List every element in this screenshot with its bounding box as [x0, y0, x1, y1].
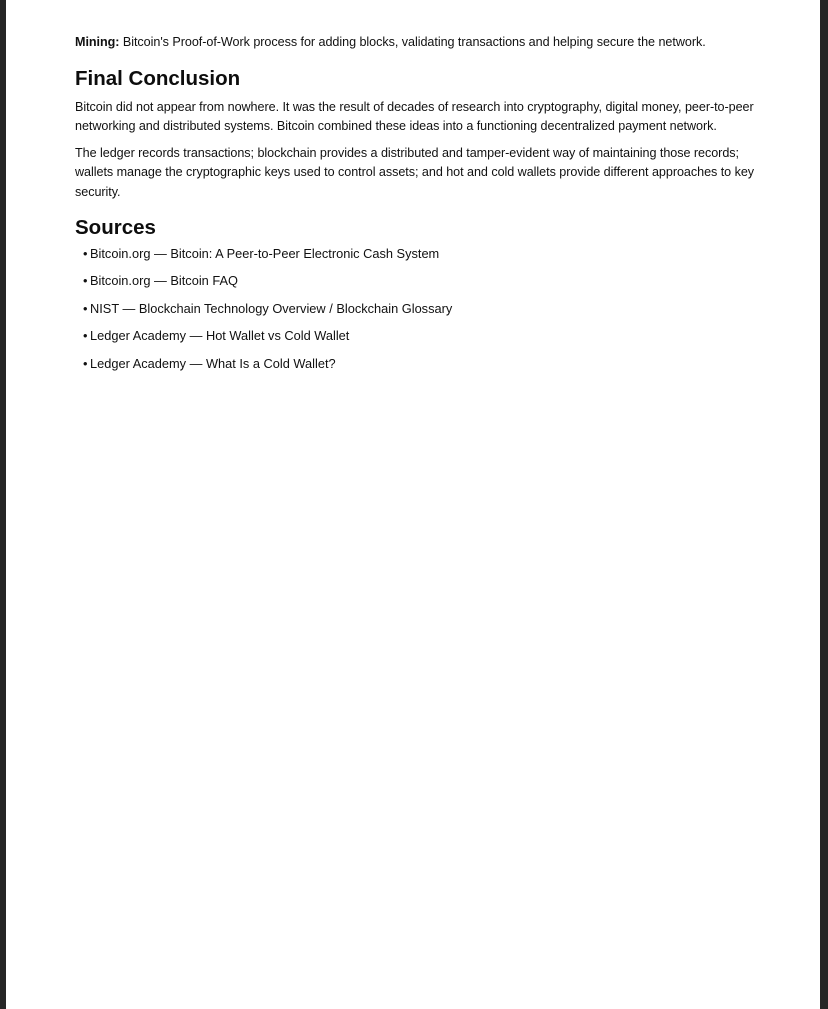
source-item [83, 273, 755, 289]
source-text: Ledger Academy — Hot Wallet vs Cold Wallet [90, 328, 350, 344]
source-item [83, 301, 755, 317]
source-item [83, 356, 755, 372]
bullet-icon: • [83, 245, 88, 261]
sources-list [75, 246, 755, 372]
conclusion-paragraph: The ledger records transactions; blockchain provides a distributed and tamper-evident way of maintaining those records; wallets manage the cryptographic keys used to control assets; and hot and cold wallets provide different approaches to key security. [75, 145, 755, 199]
page-content [75, 33, 755, 383]
source-text: Bitcoin.org — Bitcoin FAQ [90, 273, 238, 289]
bullet-icon: • [83, 273, 88, 289]
mining-text: Bitcoin's Proof-of-Work process for adding blocks, validating transactions and helping secure the network. [119, 35, 706, 49]
bullet-icon: • [83, 355, 88, 371]
source-text: Bitcoin.org — Bitcoin: A Peer-to-Peer Electronic Cash System [90, 245, 440, 261]
bullet-icon: • [83, 300, 88, 316]
sources-heading: Sources [75, 215, 156, 239]
source-item [83, 246, 755, 262]
bullet-icon: • [83, 328, 88, 344]
source-text: NIST — Blockchain Technology Overview / Blockchain Glossary [90, 300, 453, 316]
document-page [6, 0, 820, 1009]
mining-definition [75, 33, 755, 53]
source-text: Ledger Academy — What Is a Cold Wallet? [90, 355, 336, 371]
conclusion-paragraph: Bitcoin did not appear from nowhere. It was the result of decades of research into cryptography, digital money, peer-to-peer networking and distributed systems. Bitcoin combined these ideas into a functioning decentralized payment network. [75, 99, 754, 134]
mining-term: Mining: [75, 35, 120, 49]
source-item [83, 328, 755, 344]
final-conclusion-heading: Final Conclusion [75, 66, 241, 90]
